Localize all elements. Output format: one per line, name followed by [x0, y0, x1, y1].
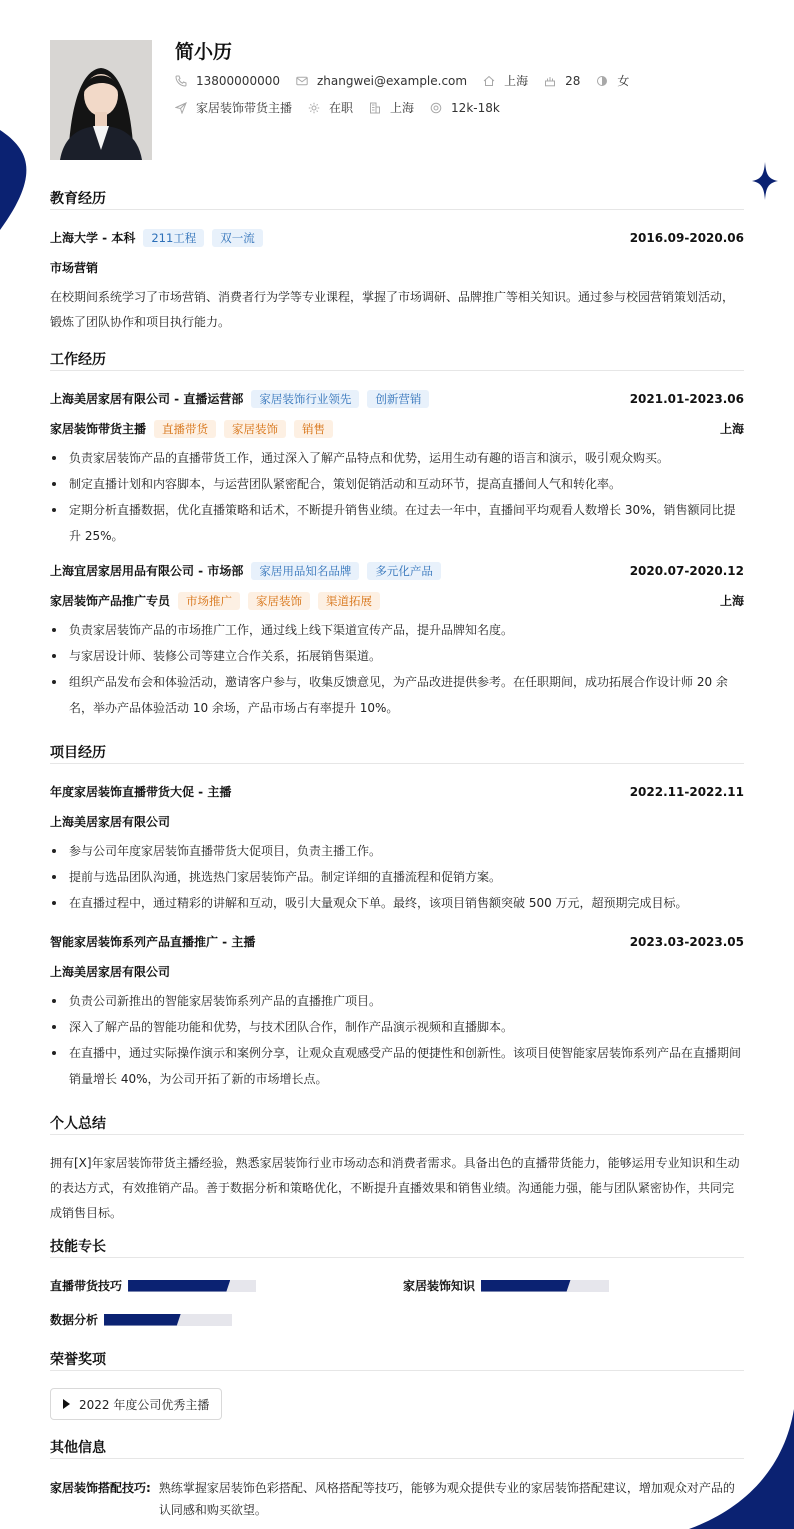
skill-bar-fill	[481, 1280, 571, 1292]
job-intent-row	[175, 99, 516, 116]
company-tag: 创新营销	[367, 390, 429, 408]
phone-info	[175, 74, 280, 88]
skill-bar	[481, 1280, 609, 1292]
status-value: 在职	[329, 101, 354, 115]
work-bullets	[50, 617, 744, 721]
job-role: 家居装饰产品推广专员	[50, 594, 171, 608]
cake-icon	[544, 75, 556, 87]
mail-icon	[296, 75, 308, 87]
list-item: 深入了解产品的智能功能和优势，与技术团队合作，制作产品演示视频和直播脚本。	[50, 1014, 744, 1040]
salary-value: 12k-18k	[451, 100, 500, 115]
gender-info	[596, 72, 629, 89]
project-date: 2023.03-2023.05	[629, 935, 744, 949]
work-location: 上海	[719, 594, 744, 608]
company-tag: 家居装饰行业领先	[251, 390, 359, 408]
skill-name: 数据分析	[50, 1313, 99, 1327]
skills-section	[50, 1236, 744, 1258]
section-title: 技能专长	[50, 1236, 744, 1258]
role-tag: 销售	[294, 420, 333, 438]
target-role-info	[175, 99, 292, 116]
role-tag: 家居装饰	[248, 592, 310, 610]
sparkle-icon	[752, 162, 778, 200]
list-item: 负责家居装饰产品的直播带货工作，通过深入了解产品特点和优势，运用生动有趣的语言和演示，吸引观众购买。	[50, 445, 744, 471]
phone-value: 13800000000	[196, 73, 280, 88]
profile-header	[50, 40, 744, 160]
job-role: 家居装饰带货主播	[50, 422, 147, 436]
skill-bar	[104, 1314, 232, 1326]
education-date: 2016.09-2020.06	[629, 231, 744, 245]
project-bullets	[50, 838, 744, 916]
award-name: 2022 年度公司优秀主播	[79, 1397, 210, 1412]
summary-section	[50, 1113, 744, 1135]
project-name: 年度家居装饰直播带货大促 - 主播	[50, 785, 232, 799]
skill-bar	[128, 1280, 256, 1292]
skill-bar-fill	[128, 1280, 230, 1292]
target-city-info	[369, 99, 414, 116]
skill-name: 直播带货技巧	[50, 1279, 123, 1293]
list-item: 负责公司新推出的智能家居装饰系列产品的直播推广项目。	[50, 988, 744, 1014]
other-section	[50, 1437, 744, 1459]
company-name: 上海美居家居有限公司 - 直播运营部	[50, 392, 244, 406]
target-role-value: 家居装饰带货主播	[196, 101, 293, 115]
list-item: 提前与选品团队沟通，挑选热门家居装饰产品。制定详细的直播流程和促销方案。	[50, 864, 744, 890]
summary-text: 拥有[X]年家居装饰带货主播经验，熟悉家居装饰行业市场动态和消费者需求。具备出色的直播带货能力，能够运用专业知识和生动的表达方式，有效推销产品。善于数据分析和策略优化，不断提升直播效果和销售业绩。沟通能力强，能与团队紧密协作，共同完成销售目标。	[50, 1156, 740, 1220]
home-icon	[483, 75, 495, 87]
section-title: 个人总结	[50, 1113, 744, 1135]
role-tag: 家居装饰	[224, 420, 286, 438]
work-bullets	[50, 445, 744, 549]
gear-icon	[308, 102, 320, 114]
school-tag: 双一流	[212, 229, 263, 247]
project-name: 智能家居装饰系列产品直播推广 - 主播	[50, 935, 256, 949]
skill-name: 家居装饰知识	[403, 1279, 476, 1293]
list-item: 负责家居装饰产品的市场推广工作，通过线上线下渠道宣传产品，提升品牌知名度。	[50, 617, 744, 643]
school-tag: 211工程	[143, 229, 204, 247]
project-company: 上海美居家居有限公司	[50, 815, 171, 829]
project-company: 上海美居家居有限公司	[50, 965, 171, 979]
profile-photo	[50, 40, 152, 160]
section-title: 教育经历	[50, 188, 744, 210]
education-header-row	[50, 229, 744, 247]
status-info	[308, 99, 353, 116]
work-role-row	[50, 592, 744, 610]
project-bullets	[50, 988, 744, 1092]
list-item: 在直播中，通过实际操作演示和案例分享，让观众直观感受产品的便捷性和创新性。该项目使智能家居装饰系列产品在直播期间销量增长 40%，为公司开拓了新的市场增长点。	[50, 1040, 744, 1092]
work-date: 2021.01-2023.06	[629, 392, 744, 406]
role-tag: 渠道拓展	[318, 592, 380, 610]
skill-item	[403, 1277, 609, 1294]
work-section	[50, 349, 744, 371]
skill-bar-fill	[104, 1314, 181, 1326]
gender-value: 女	[617, 74, 630, 88]
list-item: 参与公司年度家居装饰直播带货大促项目，负责主播工作。	[50, 838, 744, 864]
project-date: 2022.11-2022.11	[629, 785, 744, 799]
other-text: 熟练掌握家居装饰色彩搭配、风格搭配等技巧，能够为观众提供专业的家居装饰搭配建议，增加观众对产品的认同感和购买欲望。	[158, 1481, 735, 1517]
candidate-name: 简小历	[175, 41, 233, 63]
work-date: 2020.07-2020.12	[629, 564, 744, 578]
major: 市场营销	[50, 261, 99, 275]
awards-section	[50, 1349, 744, 1371]
section-title: 荣誉奖项	[50, 1349, 744, 1371]
contact-row	[175, 72, 645, 89]
list-item: 定期分析直播数据，优化直播策略和话术，不断提升销售业绩。在过去一年中，直播间平均观看人数增长 30%，销售额同比提升 25%。	[50, 497, 744, 549]
caret-right-icon	[63, 1399, 70, 1409]
list-item: 制定直播计划和内容脚本，与运营团队紧密配合，策划促销活动和互动环节，提高直播间人气和转化率。	[50, 471, 744, 497]
section-title: 工作经历	[50, 349, 744, 371]
work-company-row	[50, 562, 744, 580]
project-header-row	[50, 783, 744, 801]
send-icon	[175, 102, 187, 114]
role-tag: 市场推广	[178, 592, 240, 610]
work-role-row	[50, 420, 744, 438]
company-tag: 家居用品知名品牌	[251, 562, 359, 580]
role-tag: 直播带货	[154, 420, 216, 438]
salary-info	[430, 101, 500, 115]
skill-item	[50, 1311, 232, 1328]
work-location: 上海	[719, 422, 744, 436]
city-info	[483, 72, 528, 89]
coin-icon	[430, 102, 442, 114]
company-tag: 多元化产品	[367, 562, 441, 580]
list-item: 与家居设计师、装修公司等建立合作关系，拓展销售渠道。	[50, 643, 744, 669]
email-info	[296, 74, 467, 88]
company-name: 上海宜居家居用品有限公司 - 市场部	[50, 564, 244, 578]
award-item[interactable]	[50, 1388, 222, 1420]
age-value: 28	[565, 73, 581, 88]
email-value: zhangwei@example.com	[316, 73, 468, 88]
school-name: 上海大学 - 本科	[50, 231, 136, 245]
education-description: 在校期间系统学习了市场营销、消费者行为学等专业课程，掌握了市场调研、品牌推广等相关知识。通过参与校园营销策划活动，锻炼了团队协作和项目执行能力。	[50, 290, 735, 329]
phone-icon	[175, 75, 187, 87]
skill-item	[50, 1277, 256, 1294]
other-label: 家居装饰搭配技巧:	[50, 1481, 151, 1495]
section-title: 项目经历	[50, 742, 744, 764]
city-value: 上海	[504, 74, 529, 88]
list-item: 组织产品发布会和体验活动，邀请客户参与，收集反馈意见，为产品改进提供参考。在任职期间，成功拓展合作设计师 20 余名，举办产品体验活动 10 余场，产品市场占有率提升 10%。	[50, 669, 744, 721]
work-company-row	[50, 390, 744, 408]
age-info	[544, 74, 580, 88]
other-info-item	[50, 1477, 744, 1521]
education-section	[50, 188, 744, 210]
building-icon	[369, 102, 381, 114]
section-title: 其他信息	[50, 1437, 744, 1459]
project-header-row	[50, 933, 744, 951]
list-item: 在直播过程中，通过精彩的讲解和互动，吸引大量观众下单。最终，该项目销售额突破 500 万元，超预期完成目标。	[50, 890, 744, 916]
gender-icon	[596, 75, 608, 87]
target-city-value: 上海	[390, 101, 415, 115]
projects-section	[50, 742, 744, 764]
